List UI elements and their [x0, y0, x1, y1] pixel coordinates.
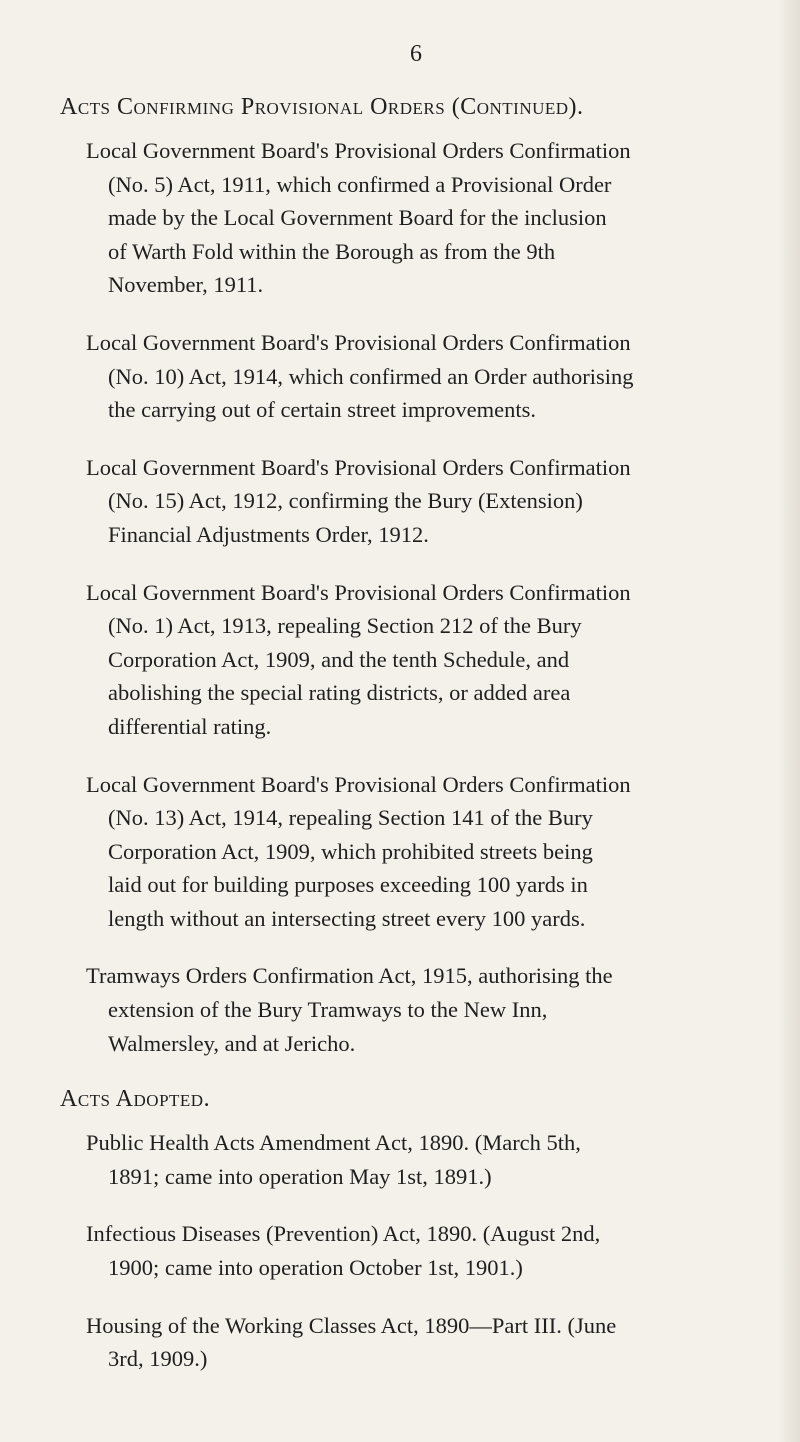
entry-line: (No. 13) Act, 1914, repealing Section 141 of the Bury	[108, 805, 593, 831]
list-item	[60, 1217, 772, 1284]
entry-line: Local Government Board's Provisional Orders Confirmation	[86, 579, 631, 605]
entry-line: Local Government Board's Provisional Orders Confirmation	[86, 454, 631, 480]
list-item	[60, 326, 772, 427]
entry-line: (No. 5) Act, 1911, which confirmed a Provisional Order	[108, 171, 612, 197]
entry-line: the carrying out of certain street improvements.	[108, 397, 536, 423]
list-item	[60, 134, 772, 302]
entry-line: Local Government Board's Provisional Orders Confirmation	[86, 138, 631, 163]
section-heading-acts-adopted: Acts Adopted.	[60, 1086, 211, 1113]
entry-line: (No. 1) Act, 1913, repealing Section 212 of the Bury	[108, 613, 582, 639]
entry-line: 1900; came into operation October 1st, 1901.)	[108, 1255, 523, 1281]
entry-line: Corporation Act, 1909, which prohibited streets being	[108, 838, 593, 864]
entry-line: 3rd, 1909.)	[108, 1346, 208, 1372]
section-heading-confirming-orders: Acts Confirming Provisional Orders (Continued).	[60, 94, 584, 120]
entry-line: (No. 10) Act, 1914, which confirmed an Order authorising	[108, 363, 634, 389]
entry-line: Local Government Board's Provisional Orders Confirmation	[86, 771, 631, 797]
list-item	[60, 768, 772, 936]
page-number: 6	[410, 41, 422, 67]
entry-line: Tramways Orders Confirmation Act, 1915, authorising the	[86, 963, 613, 989]
entry-line: (No. 15) Act, 1912, confirming the Bury (Extension)	[108, 488, 583, 514]
entry-line: November, 1911.	[108, 272, 264, 298]
entry-line: Public Health Acts Amendment Act, 1890. (March 5th,	[86, 1130, 581, 1156]
entry-line: made by the Local Government Board for the inclusion	[108, 205, 607, 231]
entry-line: Walmersley, and at Jericho.	[108, 1030, 356, 1056]
entry-line: 1891; came into operation May 1st, 1891.)	[108, 1163, 492, 1189]
list-item	[60, 959, 772, 1060]
list-item	[60, 451, 772, 552]
entry-line: Corporation Act, 1909, and the tenth Schedule, and	[108, 646, 570, 672]
list-item	[60, 576, 772, 744]
entry-line: abolishing the special rating districts, or added area	[108, 680, 571, 706]
entry-line: Financial Adjustments Order, 1912.	[108, 521, 429, 547]
entry-line: length without an intersecting street every 100 yards.	[108, 905, 586, 931]
entry-line: Infectious Diseases (Prevention) Act, 1890. (August 2nd,	[86, 1221, 601, 1247]
entry-line: laid out for building purposes exceeding 100 yards in	[108, 872, 588, 898]
entry-line: Local Government Board's Provisional Orders Confirmation	[86, 329, 631, 355]
list-item	[60, 1309, 772, 1376]
entry-line: differential rating.	[108, 713, 272, 739]
list-item	[60, 1126, 772, 1193]
entry-line: extension of the Bury Tramways to the New Inn,	[108, 997, 548, 1023]
entry-line: Housing of the Working Classes Act, 1890—Part III. (June	[86, 1312, 617, 1338]
entry-line: of Warth Fold within the Borough as from the 9th	[108, 238, 556, 264]
